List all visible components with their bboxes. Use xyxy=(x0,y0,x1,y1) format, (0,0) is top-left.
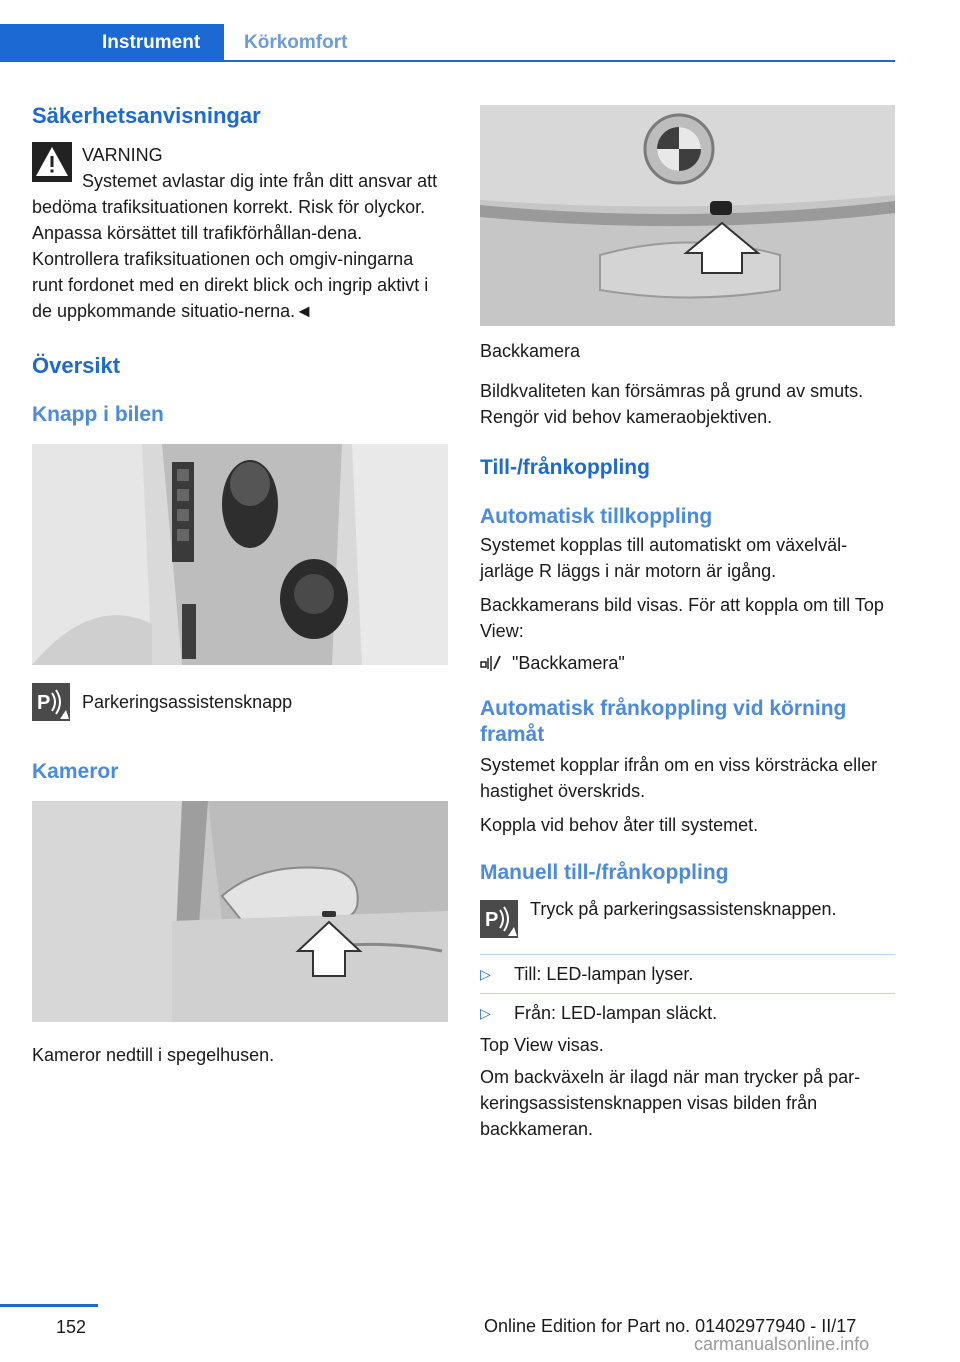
triangle-bullet-icon: ▷ xyxy=(480,1005,491,1021)
manual-heading: Manuell till-/frånkoppling xyxy=(480,861,729,884)
svg-text:P: P xyxy=(37,692,51,714)
cameras-caption: Kameror nedtill i spegelhusen. xyxy=(32,1045,275,1065)
auto-off-text1: Systemet kopplar ifrån om en viss körsträcka eller hastighet överskrids. xyxy=(480,755,878,801)
tab-korkomfort[interactable]: Körkomfort xyxy=(244,32,348,53)
list-item: ▷ Från: LED-lampan släckt. xyxy=(480,1000,895,1026)
warning-text: Systemet avlastar dig inte från ditt ansvar att bedöma trafiksituationen korrekt. Risk för olyckor. Anpassa körsättet till trafikförhållan-dena. Kontrollera trafiksituationen och omgiv-ningarna runt fordonet med en direkt blick och ingrip aktivt i de uppkommande situatio-nerna.◄ xyxy=(32,171,438,321)
tab-divider xyxy=(224,60,895,62)
reverse-text: Om backväxeln är ilagd när man trycker på par-keringsassistensknappen visas bilden från backkameran. xyxy=(480,1067,861,1139)
rear-camera-image xyxy=(480,105,895,326)
mirror-camera-image xyxy=(32,801,448,1022)
overview-heading: Översikt xyxy=(32,353,121,378)
footer-rule xyxy=(0,1304,98,1307)
backcam-caption: Backkamera xyxy=(480,341,581,361)
interior-console-image xyxy=(32,444,448,665)
button-heading: Knapp i bilen xyxy=(32,403,164,426)
auto-on-text1: Systemet kopplas till automatiskt om växelväl-jarläge R läggs i när motorn är igång. xyxy=(480,535,848,581)
bullet-list xyxy=(480,954,895,1026)
button-caption: Parkeringsassistensknapp xyxy=(82,692,293,712)
svg-text:P: P xyxy=(485,909,499,931)
auto-on-text2: Backkamerans bild visas. För att koppla om till Top View: xyxy=(480,595,884,641)
warning-label: VARNING xyxy=(82,145,163,165)
auto-off-text2: Koppla vid behov åter till systemet. xyxy=(480,815,759,835)
cameras-heading: Kameror xyxy=(32,760,119,783)
onoff-heading: Till-/frånkoppling xyxy=(480,456,650,479)
manual-text: Tryck på parkeringsassistensknappen. xyxy=(530,899,837,919)
safety-heading: Säkerhetsanvisningar xyxy=(32,103,261,128)
backcam-text: Bildkvaliteten kan försämras på grund av smuts. Rengör vid behov kameraobjektiven. xyxy=(480,381,864,427)
watermark: carmanualsonline.info xyxy=(694,1334,870,1354)
list-item: ▷ Till: LED-lampan lyser. xyxy=(480,961,895,987)
tab-instrument[interactable]: Instrument xyxy=(0,24,224,62)
page-number: 152 xyxy=(56,1317,87,1337)
parking-assistant-icon xyxy=(480,900,518,938)
menu-item-backkamera: "Backkamera" xyxy=(512,653,625,673)
chapter-tabs xyxy=(0,24,895,62)
warning-icon xyxy=(32,142,72,182)
auto-off-heading: Automatisk frånkoppling vid körning framåt xyxy=(480,697,847,746)
edition-text: Online Edition for Part no. 01402977940 - II/17 xyxy=(484,1316,857,1336)
right-column xyxy=(480,105,895,1142)
parking-assistant-icon xyxy=(32,683,70,721)
reverse-camera-menu-icon xyxy=(480,653,502,673)
auto-on-heading: Automatisk tillkoppling xyxy=(480,505,713,528)
topview-text: Top View visas. xyxy=(480,1035,604,1055)
triangle-bullet-icon: ▷ xyxy=(480,966,491,982)
left-column xyxy=(32,100,448,1068)
